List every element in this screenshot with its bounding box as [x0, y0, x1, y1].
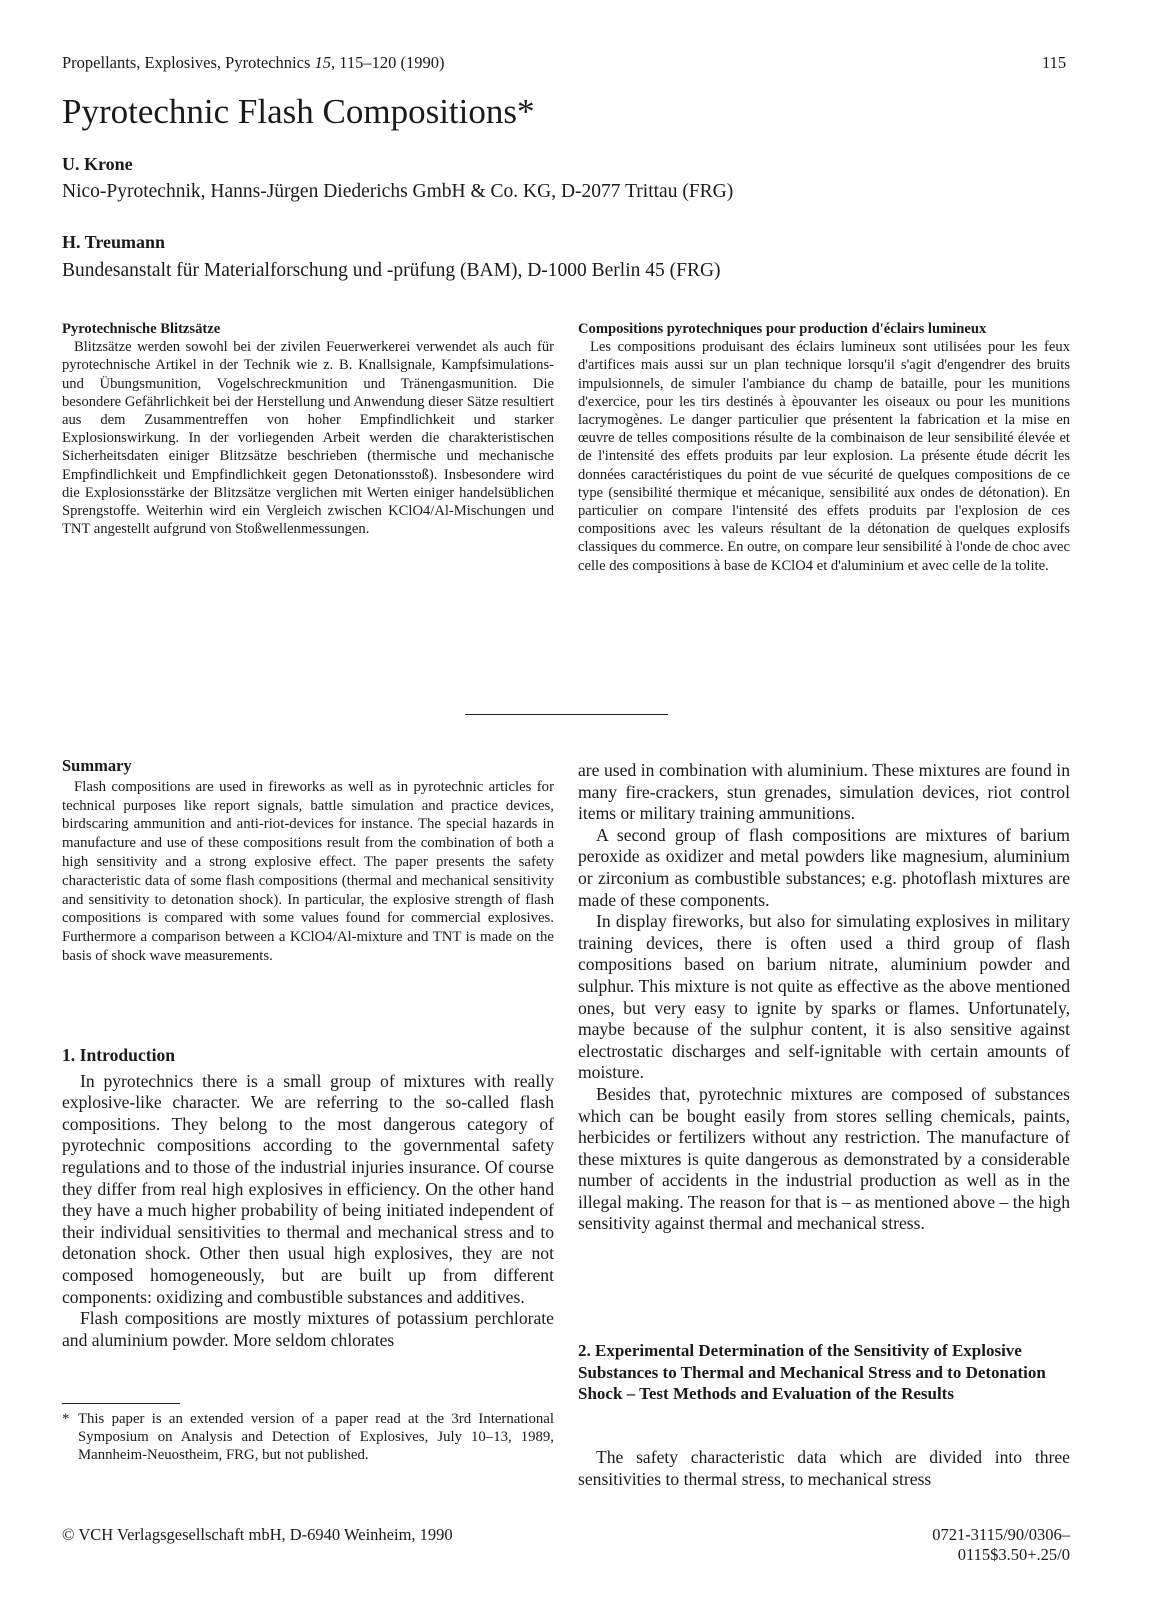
- section2-heading: 2. Experimental Determination of the Sensitivity of Explosive Substances to Thermal and Mechanical Stress and to Detonation Shock – Test Methods and Evaluation of the Results: [578, 1341, 1046, 1404]
- abstract-german-heading: Pyrotechnische Blitzsätze: [62, 321, 221, 337]
- abstract-french-text: Les compositions produisant des éclairs lumineux sont utilisées pour les feux d'artifices mais aussi sur un plan technique lorsqu'il s'agit d'engendrer des bruits impulsionnels, de simuler l'ambiance du champ de bataille, pour les munitions d'exercice, pour les tirs destinés à èpouvanter les oiseaux ou pour les munitions lacrymogènes. Le danger particulier que présentent la fabrication et la mise en œuvre de telles compositions résulte de la combinaison de leur sensibilité élevée et de l'intensité des effets produits par leur explosion. La présente étude décrit les données caractéristiques du point de vue sécurité de quelques compositions de ce type (sensibilité thermique et mécanique, sensibilité aux ondes de détonation). En particulier on compare l'intensité des effets produits par l'explosion de ces compositions avec les valeurs résultant de la détonation de quelques explosifs classiques du commerce. En outre, on compare leur sensibilité à l'onde de choc avec celle des compositions à base de KClO4 et d'aluminium et avec celle de la tolite.: [578, 339, 1070, 574]
- footnote: [62, 1410, 554, 1464]
- journal-pages: , 115–120 (1990): [331, 53, 445, 72]
- right-column: [578, 760, 1070, 1235]
- author-name: U. Krone: [62, 154, 133, 174]
- abstract-german-text: Blitzsätze werden sowohl bei der zivilen Feuerwerkerei verwendet als auch für pyrotechnische Artikel in der Technik wie z. B. Knallsignale, Kampfsimulations- und Übungsmunition, Vogelschreckmunition und Tränengasmunition. Die besondere Gefährlichkeit bei der Herstellung und Anwendung dieser Sätze resultiert aus dem Zusammentreffen von hoher Empfindlichkeit und starker Explosionswirkung. In der vorliegenden Arbeit werden die charakteristischen Sicherheitsdaten einiger Blitzsätze beschrieben (thermische und mechanische Empfindlichkeit und Empfindlichkeit gegen Detonationsstoß). Insbesondere wird die Explosionsstärke der Blitzsätze verglichen mit Werten einiger handelsüblichen Sprengstoffe. Weiterhin wird ein Vergleich zwischen KClO4/Al-Mischungen und TNT angestellt aufgrund von Stoßwellenmessungen.: [62, 339, 554, 538]
- body-paragraph: Besides that, pyrotechnic mixtures are composed of substances which can be bought easily from stores selling chemicals, paints, herbicides or fertilizers without any restriction. The manufacture of these mixtures is quite dangerous as demonstrated by a considerable number of accidents in the industrial production as well as in the illegal making. The reason for that is – as mentioned above – the high sensitivity against thermal and mechanical stress.: [578, 1083, 1070, 1234]
- journal-citation: [62, 53, 445, 73]
- body-paragraph: are used in combination with aluminium. These mixtures are found in many fire-crackers, stun grenades, simulation devices, riot control items or military training ammunitions.: [578, 760, 1070, 824]
- paper-title: Pyrotechnic Flash Compositions*: [62, 92, 535, 131]
- footnote-text: This paper is an extended version of a paper read at the 3rd International Symposium on Analysis and Detection of Explosives, July 10–13, 1989, Mannheim-Neuostheim, FRG, but not published.: [78, 1411, 554, 1463]
- copyright-notice: © VCH Verlagsgesellschaft mbH, D-6940 Weinheim, 1990: [62, 1525, 453, 1544]
- author-affiliation: Bundesanstalt für Materialforschung und -prüfung (BAM), D-1000 Berlin 45 (FRG): [62, 260, 721, 281]
- abstract-french-heading: Compositions pyrotechniques pour production d'éclairs lumineux: [578, 321, 987, 337]
- issn-code: 0721-3115/90/0306–0115$3.50+.25/0: [932, 1525, 1070, 1564]
- summary-text: Flash compositions are used in fireworks as well as in pyrotechnic articles for technical purposes like report signals, battle simulation and practice devices, birdscaring ammunition and anti-riot-devices for instance. The special hazards in manufacture and use of these compositions result from the combination of both a high sensitivity and a strong explosive effect. The paper presents the safety characteristic data of some flash compositions (thermal and mechanical sensitivity and sensitivity to detonation shock). In particular, the explosive strength of flash compositions is compared with some values found for commercial explosives. Furthermore a comparison between a KClO4/Al-mixture and TNT is made on the basis of shock wave measurements.: [62, 778, 554, 964]
- summary-heading: Summary: [62, 756, 132, 775]
- author-name: H. Treumann: [62, 232, 166, 252]
- footnote-mark: *: [62, 1411, 70, 1427]
- body-paragraph: Flash compositions are mostly mixtures of potassium perchlorate and aluminium powder. More seldom chlorates: [62, 1308, 554, 1350]
- footnote-rule: [62, 1403, 180, 1404]
- abstract-german: [62, 320, 554, 538]
- page-number: 115: [1042, 53, 1067, 72]
- body-paragraph: In display fireworks, but also for simulating explosives in military training devices, there is often used a third group of flash compositions based on barium nitrate, aluminium powder and sulphur. This mixture is not quite as effective as the above mentioned ones, but very easy to ignite by sparks or flames. Unfortunately, maybe because of the sulphur content, it is also sensitive against electrostatic discharges and self-ignitable with certain amounts of moisture.: [578, 911, 1070, 1083]
- summary-section: [62, 757, 554, 966]
- introduction-heading: 1. Introduction: [62, 1045, 176, 1065]
- body-paragraph: In pyrotechnics there is a small group of mixtures with really explosive-like character. We are referring to the so-called flash compositions. They belong to the most dangerous category of pyrotechnic compositions according to the governmental safety regulations and to those of the industrial injuries insurance. Of course they differ from real high explosives in efficiency. On the other hand they have a much higher probability of being initiated independent of their individual sensitivities to thermal and mechanical stress and to detonation shock. Other then usual high explosives, they are not composed homogeneously, but are built up from different components: oxidizing and combustible substances and additives.: [62, 1070, 554, 1307]
- introduction-section: [62, 1045, 554, 1351]
- abstract-french: [578, 320, 1070, 575]
- section-divider: [465, 714, 668, 715]
- journal-name: Propellants, Explosives, Pyrotechnics: [62, 53, 315, 72]
- body-paragraph: A second group of flash compositions are mixtures of barium peroxide as oxidizer and metal powders like magnesium, aluminium or zirconium as combustible substances; e.g. photoflash mixtures are made of these components.: [578, 824, 1070, 910]
- journal-volume: 15: [314, 53, 332, 72]
- body-paragraph: The safety characteristic data which are divided into three sensitivities to thermal stress, to mechanical stress: [578, 1447, 1070, 1489]
- section2-body: [578, 1447, 1070, 1490]
- author-affiliation: Nico-Pyrotechnik, Hanns-Jürgen Diederichs GmbH & Co. KG, D-2077 Trittau (FRG): [62, 181, 734, 202]
